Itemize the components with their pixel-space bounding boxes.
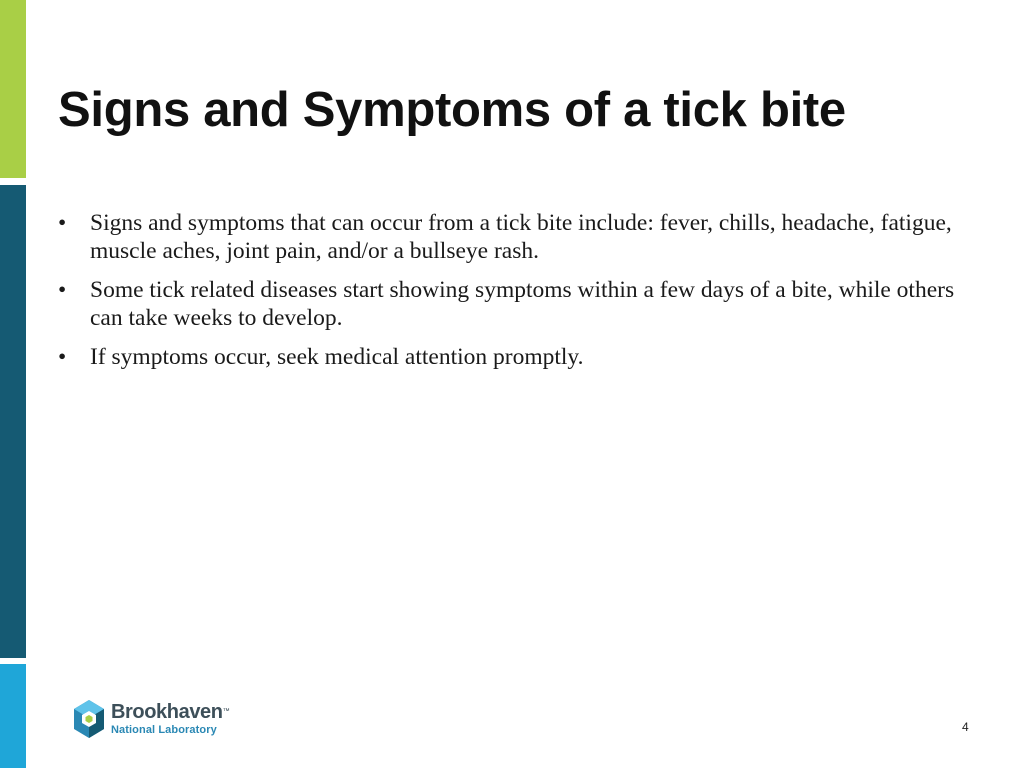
hexagon-logo-icon: [72, 699, 106, 739]
bullet-marker: •: [58, 277, 67, 303]
brookhaven-logo: [72, 699, 229, 739]
bullet-text: Some tick related diseases start showing symptoms within a few days of a bite, while others can take weeks to develop.: [90, 277, 955, 331]
bullet-marker: •: [58, 210, 67, 236]
side-bar-cyan: [0, 664, 26, 768]
bullet-item: [58, 209, 983, 265]
bullet-text: Signs and symptoms that can occur from a tick bite include: fever, chills, headache, fatigue, muscle aches, joint pain, and/or a bullseye rash.: [90, 210, 952, 264]
logo-name: Brookhaven™: [111, 700, 230, 723]
slide-title: Signs and Symptoms of a tick bite: [58, 83, 846, 137]
logo-trademark: ™: [222, 707, 230, 715]
bullet-text: If symptoms occur, seek medical attention promptly.: [90, 344, 584, 370]
slide-number: 4: [962, 720, 969, 734]
logo-subtitle: National Laboratory: [111, 723, 217, 736]
side-bar-green: [0, 0, 26, 178]
side-bar-teal: [0, 185, 26, 658]
bullet-list: [58, 209, 983, 382]
bullet-marker: •: [58, 344, 67, 370]
bullet-item: [58, 276, 983, 332]
bullet-item: [58, 343, 983, 371]
